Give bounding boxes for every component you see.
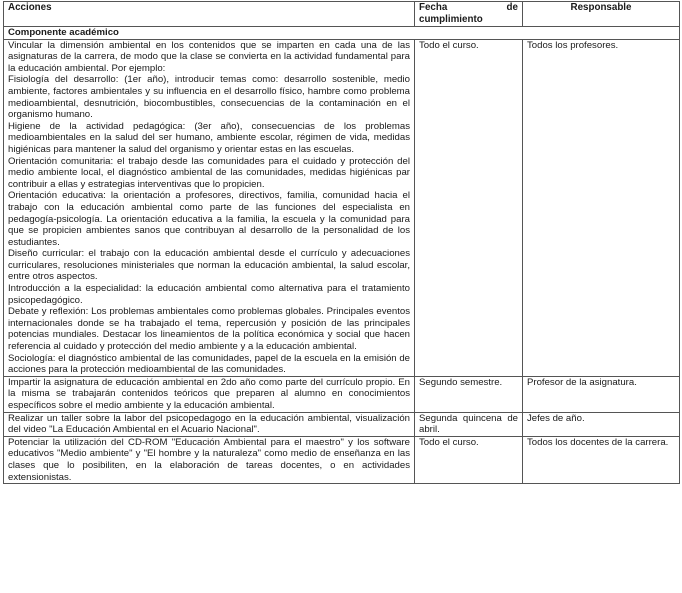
acciones-paragraph: Higiene de la actividad pedagógica: (3er año), consecuencias de los problemas medioambientales en la salud del ser humano, ambiente escolar, régimen de vida, medidas higiénicas para mantener la salud del organismo y orientar estas en las escuelas. [8, 120, 410, 155]
acciones-cell [4, 39, 415, 376]
responsable-cell: Todos los profesores. [523, 39, 680, 376]
section-title: Componente académico [4, 27, 680, 40]
section-row [4, 27, 680, 40]
acciones-paragraph: Sociología: el diagnóstico ambiental de las comunidades, papel de la escuela en la emisión de acciones para la protección medioambiental de las comunidades. [8, 352, 410, 376]
fecha-cell: Segunda quincena de abril. [415, 412, 523, 436]
responsable-cell: Todos los docentes de la carrera. [523, 436, 680, 483]
action-plan-table [3, 1, 680, 484]
header-responsable: Responsable [523, 2, 680, 27]
acciones-paragraph: Orientación educativa: la orientación a profesores, directivos, familia, comunidad hacia el trabajo con la educación ambiental como parte de las funciones del especialista en pedagogía-psicología. La orientación educativa a la familia, la escuela y la comunidad para que se propicien ambientes sanos que contribuyan al desarrollo de la personalidad de los estudiantes. [8, 190, 410, 248]
acciones-paragraph: Introducción a la especialidad: la educación ambiental como alternativa para el tratamiento psicopedagógico. [8, 283, 410, 306]
responsable-cell: Jefes de año. [523, 412, 680, 436]
header-row [4, 2, 680, 27]
table-row [4, 39, 680, 376]
header-fecha [415, 2, 523, 27]
acciones-paragraph: Orientación comunitaria: el trabajo desde las comunidades para el cuidado y protección del medio ambiente local, el diagnóstico ambiental de las comunidades, medidas higiénicas par contribuir a ellas y estrategias interventivas que lo propicien. [8, 155, 410, 190]
acciones-cell [4, 412, 415, 436]
header-acciones: Acciones [4, 2, 415, 27]
acciones-paragraph: Diseño curricular: el trabajo con la educación ambiental desde el currículo y adecuaciones curriculares, resoluciones ministeriales que norman la educación ambiental, la salud escolar, entre otros aspectos. [8, 248, 410, 283]
acciones-paragraph: Fisiología del desarrollo: (1er año), introducir temas como: desarrollo sostenible, medio ambiente, factores ambientales y su influencia en el desarrollo físico, hambre como problema medioambiental, desnutrición, biocombustibles, consecuencias de la contaminación en el organismo humano. [8, 74, 410, 121]
acciones-paragraph: Impartir la asignatura de educación ambiental en 2do año como parte del currículo propio. En la misma se trabajarán contenidos teóricos que preparen al alumno en conocimientos específicos sobre el medio ambiente y la educación ambiental. [8, 376, 410, 411]
fecha-cell: Todo el curso. [415, 436, 523, 483]
header-fecha-line2: cumplimiento [419, 13, 483, 25]
header-fecha-line1: Fecha de [419, 2, 518, 13]
table-row [4, 376, 680, 412]
fecha-cell: Todo el curso. [415, 39, 523, 376]
acciones-cell [4, 436, 415, 483]
fecha-cell: Segundo semestre. [415, 376, 523, 412]
acciones-paragraph: Potenciar la utilización del CD-ROM "Educación Ambiental para el maestro" y los software educativos "Medio ambiente" y "El hombre y la naturaleza" como medio de enseñanza en las clases que lo posibiliten, en la elaboración de tareas docentes, o en actividades extensionistas. [8, 436, 410, 483]
table-row [4, 412, 680, 436]
acciones-paragraph: Vincular la dimensión ambiental en los contenidos que se imparten en cada una de las asignaturas de la carrera, de modo que la clase se convierta en la actividad fundamental para la educación ambiental. Por ejemplo: [8, 39, 410, 74]
table-row [4, 436, 680, 483]
acciones-cell [4, 376, 415, 412]
acciones-paragraph: Debate y reflexión: Los problemas ambientales como problemas globales. Principales eventos internacionales donde se ha trabajado el tema, repercusión y posición de las principales potencias mundiales. Destacar los lineamientos de la política económica y social que hacen referencia al cuidado y protección del medio ambiente y a la educación ambiental. [8, 306, 410, 353]
responsable-cell: Profesor de la asignatura. [523, 376, 680, 412]
acciones-paragraph: Realizar un taller sobre la labor del psicopedagogo en la educación ambiental, visualización del video "La Educación Ambiental en el Acuario Nacional". [8, 412, 410, 436]
